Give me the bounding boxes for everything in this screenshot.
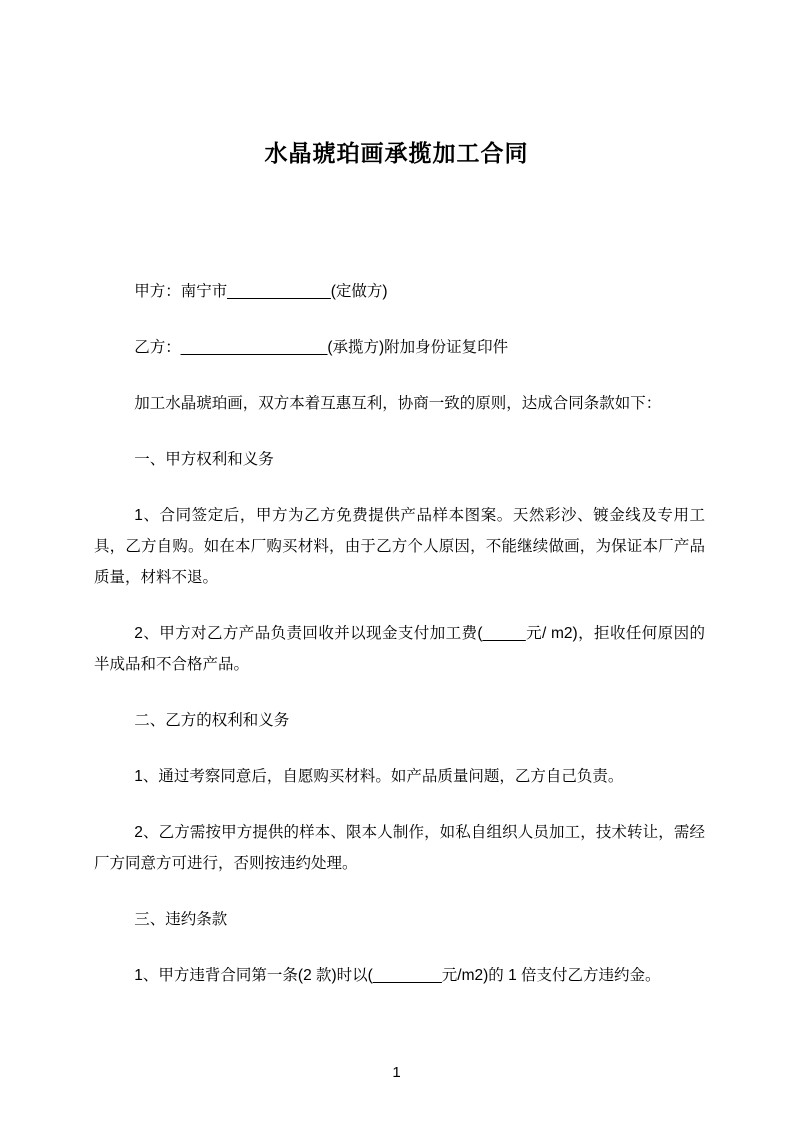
section-1-heading: 一、甲方权利和义务 bbox=[134, 451, 274, 468]
preamble: 加工水晶琥珀画，双方本着互惠互利，协商一致的原则，达成合同条款如下： bbox=[134, 395, 662, 412]
clause-3-1: 1、甲方违背合同第一条(2 款)时以(________元/m2)的 1 倍支付乙方违约金。 bbox=[134, 967, 661, 984]
clause-1-2: 2、甲方对乙方产品负责回收并以现金支付加工费(_____元/ m2)，拒收任何原因的半成品和不合格产品。 bbox=[94, 625, 705, 673]
clause-1-1: 1、合同签定后，甲方为乙方免费提供产品样本图案。天然彩沙、镀金线及专用工具，乙方自购。如在本厂购买材料，由于乙方个人原因，不能继续做画，为保证本厂产品质量，材料不退。 bbox=[94, 507, 705, 586]
section-3-heading: 三、违约条款 bbox=[134, 911, 228, 928]
page-number: 1 bbox=[392, 1064, 401, 1081]
document-title: 水晶琥珀画承揽加工合同 bbox=[264, 140, 529, 166]
party-a-line: 甲方：南宁市____________(定做方) bbox=[134, 283, 388, 300]
document-body bbox=[0, 276, 793, 991]
clause-2-1: 1、通过考察同意后，自愿购买材料。如产品质量问题，乙方自己负责。 bbox=[134, 768, 624, 785]
clause-2-2: 2、乙方需按甲方提供的样本、限本人制作，如私自组织人员加工，技术转让，需经厂方同意方可进行，否则按违约处理。 bbox=[94, 824, 705, 872]
party-b-line: 乙方：_________________(承揽方)附加身份证复印件 bbox=[134, 339, 509, 356]
section-2-heading: 二、乙方的权利和义务 bbox=[134, 712, 290, 729]
